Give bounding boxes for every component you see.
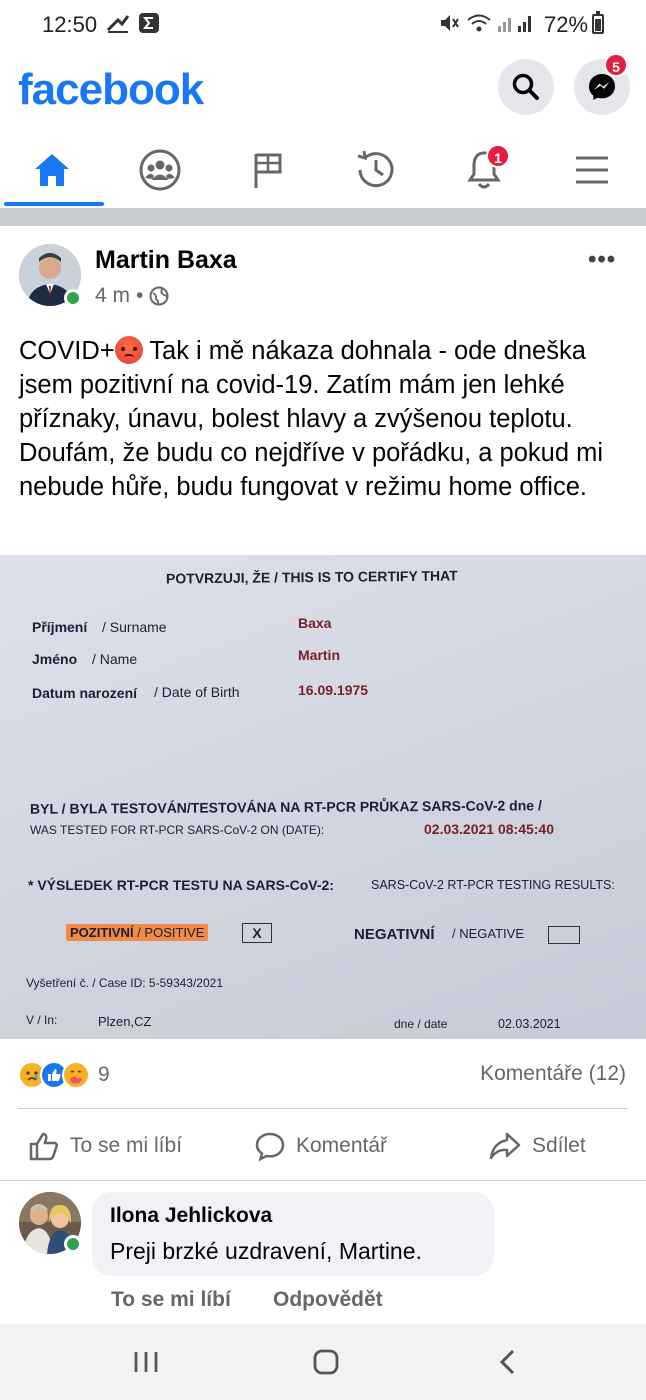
tab-notifications[interactable]: [432, 132, 536, 208]
cert-positive-checkbox: X: [242, 923, 272, 943]
like-button[interactable]: [28, 1124, 182, 1168]
app-header: [0, 55, 646, 130]
post-meta: [95, 284, 169, 308]
comment-text: Preji brzké uzdravení, Martine.: [110, 1238, 422, 1264]
cert-positive-en: / POSITIVE: [137, 925, 205, 940]
pages-flag-icon: [250, 150, 286, 190]
cert-positive-cz: POZITIVNÍ: [70, 925, 134, 940]
back-button[interactable]: [490, 1344, 526, 1380]
reactions-divider: [18, 1108, 628, 1109]
comment-like-button[interactable]: To se mi líbí: [111, 1288, 231, 1311]
system-navigation-bar: [0, 1324, 646, 1400]
post-text-body: Tak i mě nákaza dohnala - ode dneška jsem pozitivní na covid-19. Zatím mám jen lehké příznaky, únavu, bolest hlavy a zvýšenou teplotu. Doufám, že budu co nejdříve v pořádku, a pokud mi nebude hůře, budu fungovat v režimu home office.: [19, 337, 603, 501]
battery-icon: [592, 14, 604, 34]
cert-date-value: 02.03.2021: [498, 1017, 561, 1031]
comment-label: Komentář: [296, 1134, 388, 1157]
facebook-logo[interactable]: facebook: [18, 65, 204, 114]
share-button[interactable]: [488, 1124, 586, 1168]
recent-apps-button[interactable]: [128, 1344, 164, 1380]
tab-menu[interactable]: [540, 132, 644, 208]
care-reaction-icon: [62, 1061, 90, 1089]
main-nav: [0, 132, 646, 208]
tab-pages[interactable]: [216, 132, 320, 208]
cert-surname-label-cz: Příjmení: [32, 619, 88, 635]
mute-icon: [438, 12, 460, 40]
comment-reply-button[interactable]: Odpovědět: [273, 1288, 383, 1311]
messenger-badge: 5: [604, 53, 628, 77]
reactions-summary[interactable]: [18, 1060, 110, 1090]
cert-negative-cz: NEGATIVNÍ: [354, 926, 435, 943]
search-icon: [511, 72, 541, 102]
app-notification-icon: [106, 12, 130, 40]
cert-tested-value: 02.03.2021 08:45:40: [424, 821, 554, 837]
messenger-button[interactable]: [574, 59, 630, 115]
home-icon: [32, 151, 72, 189]
post-author[interactable]: Martin Baxa: [95, 246, 237, 274]
search-button[interactable]: [498, 59, 554, 115]
cert-case-id: Vyšetření č. / Case ID: 5-59343/2021: [26, 976, 223, 990]
memories-clock-icon: [354, 148, 398, 192]
cert-tested-en: WAS TESTED FOR RT-PCR SARS-CoV-2 ON (DATE):: [30, 823, 325, 837]
feed-divider: [0, 208, 646, 226]
online-status-dot: [64, 289, 82, 307]
cert-result-cz: * VÝSLEDEK RT-PCR TESTU NA SARS-CoV-2:: [28, 877, 334, 893]
cert-negative-checkbox: [548, 926, 580, 944]
status-bar: [0, 0, 646, 52]
actions-divider: [0, 1180, 646, 1181]
reaction-count: 9: [98, 1063, 110, 1086]
cert-name-label-en: / Name: [92, 651, 138, 667]
tab-memories[interactable]: [324, 132, 428, 208]
cert-title: POTVRZUJI, ŽE / THIS IS TO CERTIFY THAT: [165, 567, 458, 587]
back-icon: [497, 1348, 519, 1376]
wifi-icon: [466, 12, 492, 40]
groups-icon: [139, 149, 181, 191]
post-time[interactable]: 4 m: [95, 284, 131, 307]
signal-icon: [496, 12, 536, 40]
cert-dob-label-cz: Datum narození: [32, 685, 138, 701]
cert-result-en: SARS-CoV-2 RT-PCR TESTING RESULTS:: [371, 878, 615, 892]
comments-count-link[interactable]: Komentáře (12): [480, 1062, 626, 1085]
notifications-badge: 1: [486, 144, 510, 168]
tab-groups[interactable]: [108, 132, 212, 208]
comment-bubble-icon: [254, 1130, 286, 1162]
post-text: [19, 334, 629, 504]
cert-surname-value: Baxa: [298, 615, 332, 631]
comment-author[interactable]: Ilona Jehlickova: [110, 1204, 273, 1227]
recent-apps-icon: [132, 1349, 160, 1375]
comment-bubble[interactable]: [92, 1192, 494, 1276]
cert-name-label-cz: Jméno: [32, 651, 78, 667]
angry-face-emoji-icon: [115, 336, 143, 364]
cert-dob-label-en: / Date of Birth: [154, 684, 240, 700]
share-arrow-icon: [488, 1130, 522, 1162]
cert-dob-value: 16.09.1975: [298, 682, 369, 698]
cert-tested-cz: BYL / BYLA TESTOVÁN/TESTOVÁNA NA RT-PCR PRŮKAZ SARS-CoV-2 dne /: [29, 797, 542, 817]
battery-percent: 72%: [544, 12, 589, 37]
cert-surname-label-en: / Surname: [102, 619, 167, 635]
globe-icon: [149, 286, 169, 306]
home-system-button[interactable]: [308, 1344, 344, 1380]
home-system-icon: [312, 1348, 340, 1376]
cert-place-value: Plzen,CZ: [98, 1014, 152, 1029]
cert-name-value: Martin: [298, 647, 340, 663]
post-photo-certificate[interactable]: [0, 555, 646, 1039]
share-label: Sdílet: [532, 1134, 586, 1157]
cert-negative-en: / NEGATIVE: [452, 926, 524, 941]
post-text-prefix: COVID+: [19, 337, 115, 365]
status-time: 12:50: [42, 12, 98, 37]
cert-date-label: dne / date: [394, 1017, 448, 1031]
cert-place-label: V / In:: [26, 1013, 58, 1027]
thumbs-up-icon: [28, 1130, 60, 1162]
cert-positive-highlight: [66, 924, 208, 941]
menu-icon: [574, 154, 610, 186]
commenter-online-dot: [64, 1235, 82, 1253]
like-label: To se mi líbí: [70, 1134, 183, 1157]
meta-separator: •: [136, 284, 144, 307]
post-more-options[interactable]: •••: [588, 246, 617, 273]
sigma-notification-icon: [138, 12, 160, 40]
tab-home[interactable]: [0, 132, 104, 208]
comment-button[interactable]: [254, 1124, 387, 1168]
